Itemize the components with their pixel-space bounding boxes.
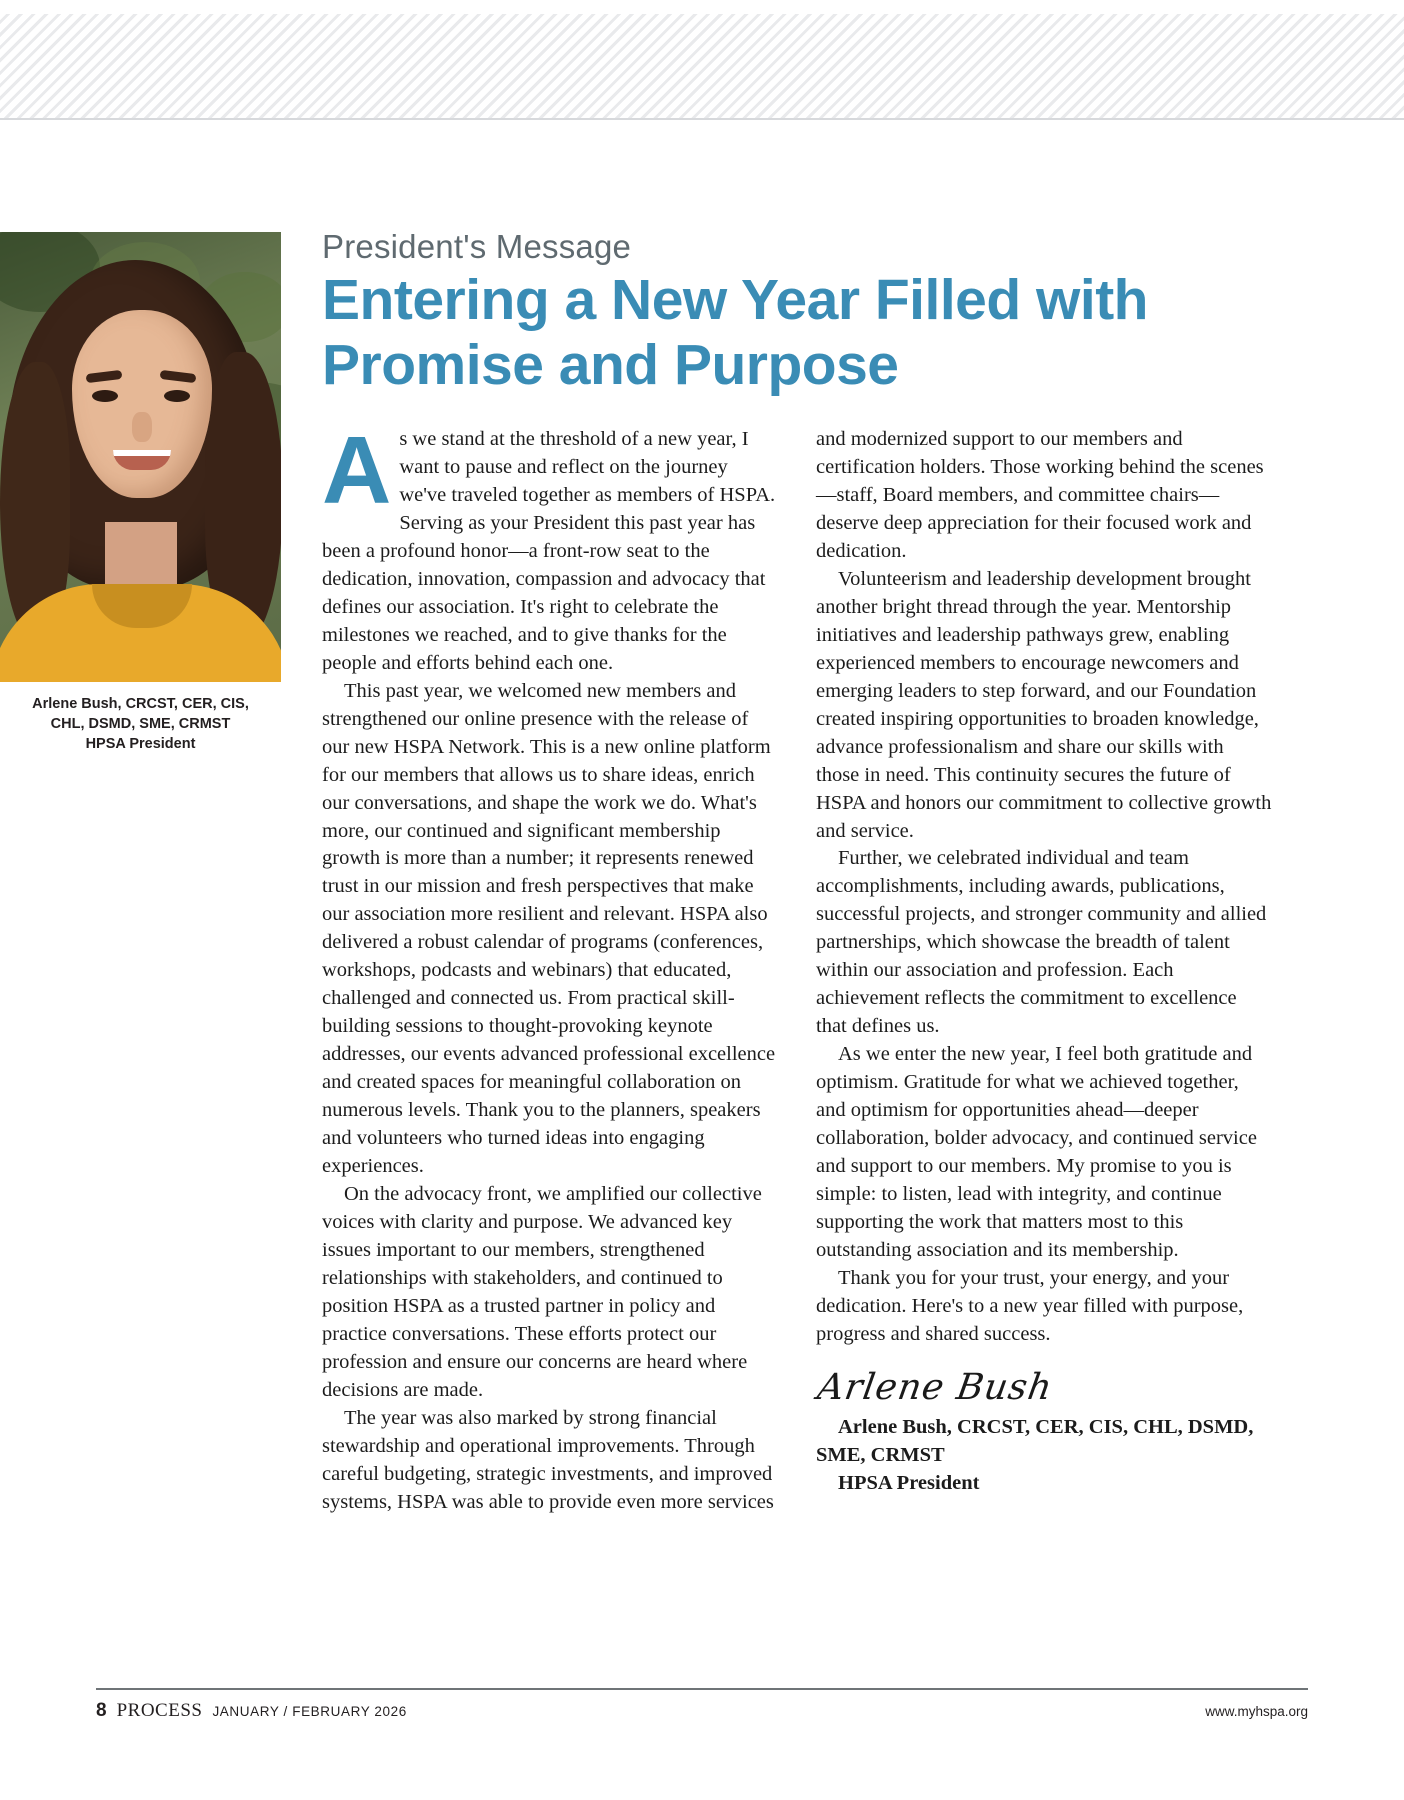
paragraph: Further, we celebrated individual and team accomplishments, including awards, publications, successful projects, and stronger community and allied partnerships, which showcase the breadth of talent within our association and profession. Each achievement reflects the commitment to excellence that defines us. [816, 847, 1267, 1038]
portrait-eye-right [164, 390, 190, 402]
paragraph-text: s we stand at the threshold of a new year, I want to pause and reflect on the journey we've traveled together as members of HSPA. Serving as your President this past year has been a profound honor—a front-row seat to the dedication, innovation, compassion and advocacy that defines our association. It's right to celebrate the milestones we reached, and to give thanks for the people and efforts behind each one. [322, 427, 776, 674]
paragraph: Thank you for your trust, your energy, and your dedication. Here's to a new year filled with purpose, progress and shared success. [816, 1267, 1244, 1345]
signature-title: HPSA President [838, 1471, 980, 1494]
paragraph [322, 416, 778, 678]
paragraph: The year was also marked by strong financial stewardship and operational improvements. Through careful budgeting, strategic investments, and improved systems, HSPA was able to provide even more services and modernized support to our members and certification holders. Those working behind the scenes—staff, Board members, and committee chairs—deserve deep appreciation for their focused work and dedication. [322, 427, 1264, 1513]
paragraph: On the advocacy front, we amplified our collective voices with clarity and purpose. We advanced key issues important to our members, strengthened relationships with stakeholders, and continued to position HSPA as a trusted partner in policy and practice conversations. These efforts protect our profession and ensure our concerns are heard where decisions are made. [322, 1183, 762, 1401]
photo-caption [0, 694, 281, 754]
top-decorative-band [0, 0, 1404, 120]
top-band-white-strip [0, 0, 1404, 14]
article [322, 228, 1272, 1517]
handwritten-signature: Arlene Bush [814, 1366, 1056, 1408]
photo-caption-line-1: Arlene Bush, CRCST, CER, CIS, [32, 696, 249, 712]
signature-name: Arlene Bush, CRCST, CER, CIS, CHL, DSMD, SME, CRMST [816, 1415, 1254, 1466]
footer-divider [96, 1688, 1308, 1690]
footer-website[interactable]: www.myhspa.org [1205, 1704, 1308, 1719]
article-kicker: President's Message [322, 228, 632, 265]
issue-date: JANUARY / FEBRUARY 2026 [212, 1704, 407, 1719]
footer-left [96, 1700, 407, 1722]
paragraph: This past year, we welcomed new members and strengthened our online presence with the release of our new HSPA Network. This is a new online platform for our members that allows us to share ideas, enrich our conversations, and shape the work we do. What's more, our continued and significant membership growth is more than a number; it represents renewed trust in our mission and fresh perspectives that make our association more resilient and relevant. HSPA also delivered a robust calendar of programs (conferences, workshops, podcasts and webinars) that educated, challenged and connected us. From practical skill-building sessions to thought-provoking keynote addresses, our events advanced professional excellence and created spaces for meaningful collaboration on numerous levels. Thank you to the planners, speakers and volunteers who turned ideas into engaging experiences. [322, 679, 776, 1178]
photo-caption-line-2: CHL, DSMD, SME, CRMST [50, 716, 231, 732]
drop-cap: A [322, 416, 392, 524]
publication-name: PROCESS [116, 1700, 203, 1721]
photo-caption-line-3: HPSA President [85, 736, 196, 752]
paragraph: As we enter the new year, I feel both gratitude and optimism. Gratitude for what we achieved together, and optimism for opportunities ahead—deeper collaboration, bolder advocacy, and continued service and support to our members. My promise to you is simple: to listen, lead with integrity, and continue supporting the work that matters most to this outstanding association and its membership. [816, 1043, 1257, 1262]
article-columns [322, 416, 1272, 1517]
page-footer [96, 1700, 1308, 1722]
author-photo-block [0, 232, 281, 754]
page-number: 8 [96, 1700, 107, 1721]
page-title: Entering a New Year Filled with Promise and Purpose [322, 268, 1149, 397]
portrait-eye-left [92, 390, 118, 402]
author-portrait [0, 232, 281, 682]
paragraph: Volunteerism and leadership development brought another bright thread through the year. Mentorship initiatives and leadership pathways grew, enabling experienced members to encourage newcomers and emerging leaders to step forward, and our Foundation created inspiring opportunities to broaden knowledge, advance professionalism and share our skills with those in need. This continuity secures the future of HSPA and honors our commitment to collective growth and service. [816, 567, 1272, 842]
signature-block [816, 1367, 1272, 1498]
portrait-nose [132, 412, 152, 442]
